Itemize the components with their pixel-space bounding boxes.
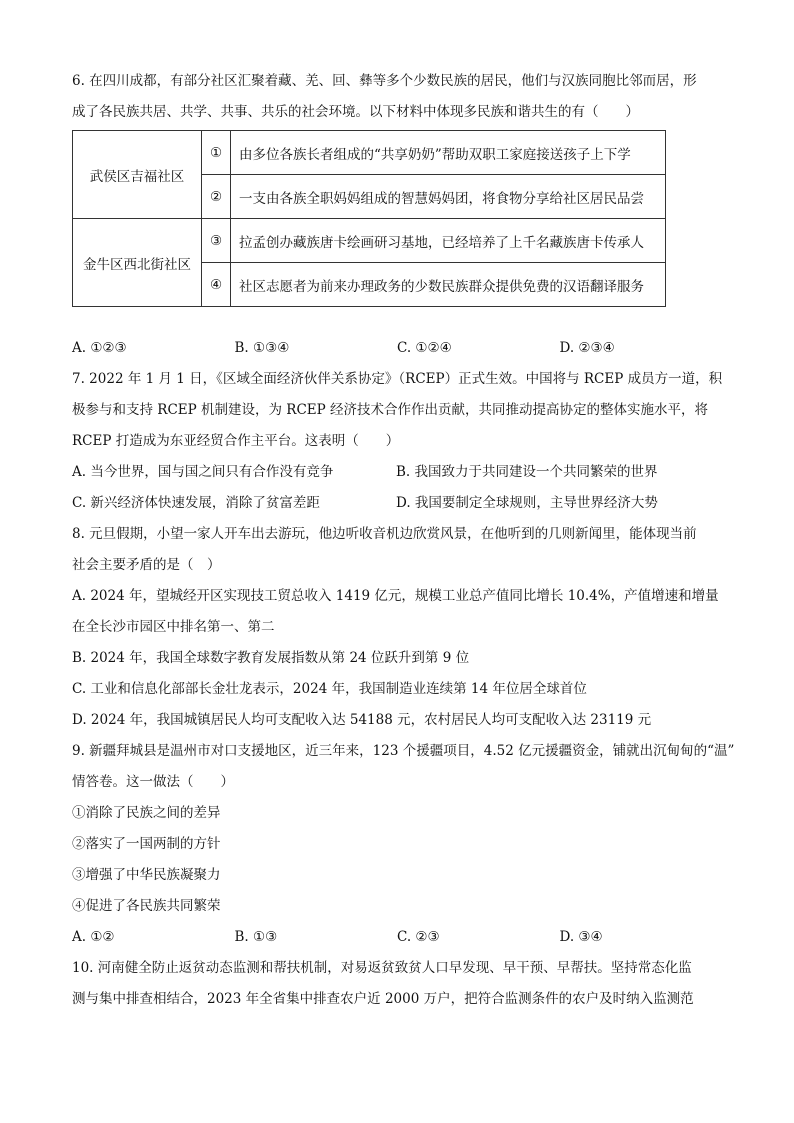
q7-option-b[interactable]: B. 我国致力于共同建设一个共同繁荣的世界 — [396, 464, 658, 480]
q7-options-row1 — [72, 457, 722, 488]
q9-options — [72, 922, 722, 953]
q7-stem-line2: 极参与和支持 RCEP 机制建设，为 RCEP 经济技术合作作出贡献，共同推动提高协定的整体实施水平，将 — [72, 402, 709, 418]
q6-region-2: 金牛区西北街社区 — [73, 219, 202, 307]
q6-option-d[interactable]: D. ②③④ — [559, 340, 615, 356]
q6-option-c[interactable]: C. ①②④ — [397, 340, 452, 356]
q8-option-a-line1[interactable]: A. 2024 年，望城经开区实现技工贸总收入 1419 亿元，规模工业总产值同比增长 10.4%，产值增速和增量 — [72, 588, 719, 604]
q8-stem-line1: 8. 元旦假期，小望一家人开车出去游玩，他边听收音机边欣赏风景，在他听到的几则新闻里，能体现当前 — [72, 526, 697, 542]
question-9 — [72, 736, 735, 953]
q7-option-d[interactable]: D. 我国要制定全球规则，主导世界经济大势 — [396, 495, 658, 511]
q8-option-b[interactable]: B. 2024 年，我国全球数字教育发展指数从第 24 位跃升到第 9 位 — [72, 650, 470, 666]
table-row — [73, 219, 666, 263]
exam-page — [72, 66, 735, 1015]
q8-stem-line2: 社会主要矛盾的是（ ） — [72, 557, 221, 573]
q9-stem-line2: 情答卷。这一做法（ ） — [72, 774, 234, 790]
q10-stem-line2: 测与集中排查相结合，2023 年全省集中排查农户近 2000 万户，把符合监测条件的农户及时纳入监测范 — [72, 991, 694, 1007]
q9-option-b[interactable]: B. ①③ — [234, 929, 278, 945]
q8-option-d[interactable]: D. 2024 年，我国城镇居民人均可支配收入达 54188 元，农村居民人均可支配收入达 23119 元 — [72, 712, 652, 728]
q9-statement-2: ②落实了一国两制的方针 — [72, 836, 221, 852]
q7-option-c[interactable]: C. 新兴经济体快速发展，消除了贫富差距 — [72, 495, 320, 511]
q9-stem-line1: 9. 新疆拜城县是温州市对口支援地区，近三年来，123 个援疆项目，4.52 亿元援疆资金，铺就出沉甸甸的“温” — [72, 743, 735, 759]
q6-item-text: 社区志愿者为前来办理政务的少数民族群众提供免费的汉语翻译服务 — [231, 263, 666, 307]
q7-option-a[interactable]: A. 当今世界，国与国之间只有合作没有竞争 — [72, 464, 334, 480]
q7-stem-line3: RCEP 打造成为东亚经贸合作主平台。这表明（ ） — [72, 433, 400, 449]
q6-item-number: ② — [202, 175, 231, 219]
q6-stem-line2: 成了各民族共居、共学、共事、共乐的社会环境。以下材料中体现多民族和谐共生的有（ ） — [72, 104, 639, 120]
question-7 — [72, 364, 722, 519]
q8-option-a-line2[interactable]: 在全长沙市园区中排名第一、第二 — [72, 619, 275, 635]
q6-item-number: ④ — [202, 263, 231, 307]
q10-stem-line1: 10. 河南健全防止返贫动态监测和帮扶机制，对易返贫致贫人口早发现、早干预、早帮扶。坚持常态化监 — [72, 960, 692, 976]
question-8 — [72, 519, 722, 736]
table-row — [73, 131, 666, 175]
question-6 — [72, 66, 722, 364]
q6-item-text: 由多位各族长者组成的“共享奶奶”帮助双职工家庭接送孩子上下学 — [231, 131, 666, 175]
q6-options — [72, 333, 722, 364]
q6-material-table — [72, 130, 666, 307]
q6-item-text: 拉孟创办藏族唐卡绘画研习基地，已经培养了上千名藏族唐卡传承人 — [231, 219, 666, 263]
q9-option-d[interactable]: D. ③④ — [559, 929, 603, 945]
q7-stem-line1: 7. 2022 年 1 月 1 日，《区域全面经济伙伴关系协定》（RCEP）正式生效。中国将与 RCEP 成员方一道，积 — [72, 371, 723, 387]
q6-option-b[interactable]: B. ①③④ — [234, 340, 290, 356]
q6-item-text: 一支由各族全职妈妈组成的智慧妈妈团，将食物分享给社区居民品尝 — [231, 175, 666, 219]
q7-options-row2 — [72, 488, 722, 519]
q9-statement-4: ④促进了各民族共同繁荣 — [72, 898, 221, 914]
q8-option-c[interactable]: C. 工业和信息化部部长金壮龙表示，2024 年，我国制造业连续第 14 年位居全球首位 — [72, 681, 587, 697]
q6-stem-line1: 6. 在四川成都，有部分社区汇聚着藏、羌、回、彝等多个少数民族的居民，他们与汉族同胞比邻而居，形 — [72, 73, 697, 89]
q6-option-a[interactable]: A. ①②③ — [72, 340, 127, 356]
q9-option-c[interactable]: C. ②③ — [397, 929, 440, 945]
q6-region-1: 武侯区吉福社区 — [73, 131, 202, 219]
q6-item-number: ① — [202, 131, 231, 175]
q9-statement-3: ③增强了中华民族凝聚力 — [72, 867, 221, 883]
q9-statement-1: ①消除了民族之间的差异 — [72, 805, 221, 821]
q9-option-a[interactable]: A. ①② — [72, 929, 115, 945]
q6-item-number: ③ — [202, 219, 231, 263]
question-10 — [72, 953, 722, 1015]
